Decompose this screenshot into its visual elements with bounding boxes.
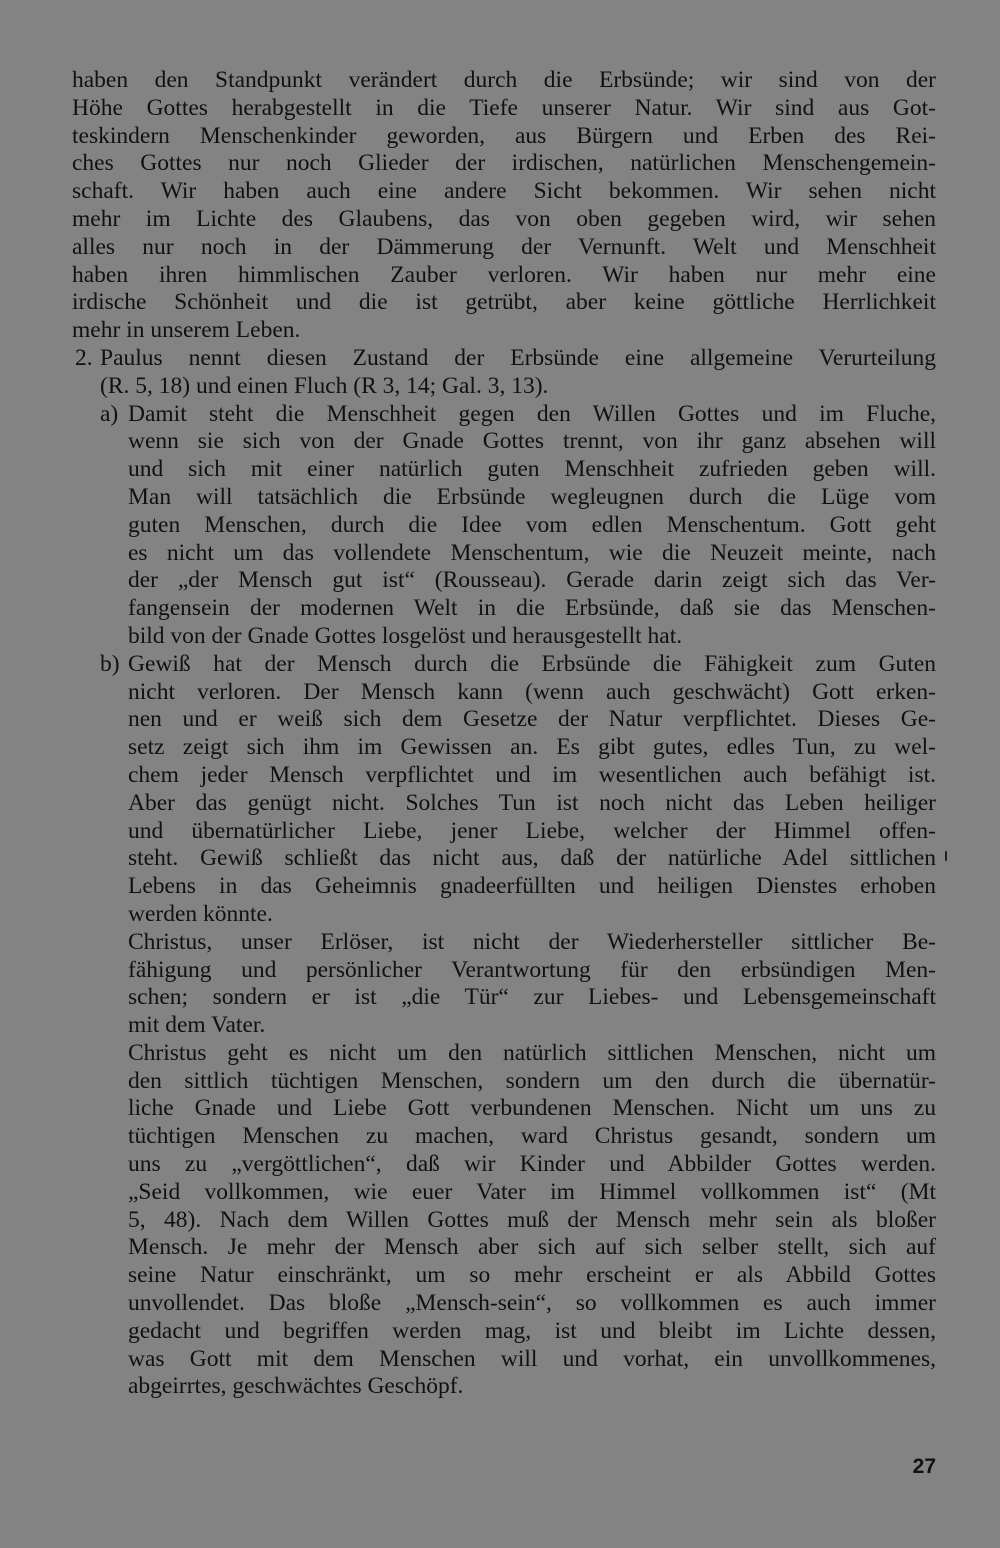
text-line: mehr in unserem Leben.	[72, 317, 301, 344]
text-line: haben den Standpunkt verändert durch die Erbsünde; wir sind von der	[72, 67, 936, 93]
text-line: teskindern Menschenkinder geworden, aus Bürgern und Erben des Rei-	[72, 122, 936, 149]
text-line: 5, 48). Nach dem Willen Gottes muß der Mensch mehr sein als bloßer	[128, 1206, 936, 1233]
text-line: liche Gnade und Liebe Gott verbundenen Menschen. Nicht um uns zu	[128, 1095, 936, 1122]
text-line: mit dem Vater.	[128, 1012, 266, 1039]
text-line: gedacht und begriffen werden mag, ist und bleibt im Lichte dessen,	[128, 1317, 936, 1344]
text-line: was Gott mit dem Menschen will und vorhat, ein unvollkommenes,	[128, 1345, 936, 1372]
text-line: ches Gottes nur noch Glieder der irdischen, natürlichen Menschengemein-	[72, 150, 936, 177]
text-line: Gewiß hat der Mensch durch die Erbsünde die Fähigkeit zum Guten	[128, 650, 936, 677]
text-line: irdische Schönheit und die ist getrübt, aber keine göttliche Herrlichkeit	[72, 289, 936, 316]
text-line: nicht verloren. Der Mensch kann (wenn auch geschwächt) Gott erken-	[128, 678, 936, 705]
text-line: es nicht um das vollendete Menschentum, wie die Neuzeit meinte, nach	[128, 539, 936, 566]
text-line: Damit steht die Menschheit gegen den Willen Gottes und im Fluche,	[128, 400, 936, 427]
text-line: seine Natur einschränkt, um so mehr erscheint er als Abbild Gottes	[128, 1262, 936, 1289]
text-line: nen und er weiß sich dem Gesetze der Natur verpflichtet. Dieses Ge-	[128, 706, 936, 733]
text-line: Lebens in das Geheimnis gnadeerfüllten und heiligen Dienstes erhoben	[128, 873, 936, 900]
text-line: werden könnte.	[128, 900, 273, 927]
text-line: und sich mit einer natürlich guten Menschheit zufrieden geben will.	[128, 456, 936, 483]
intro-paragraph	[72, 67, 936, 345]
text-line: Paulus nennt diesen Zustand der Erbsünde eine allgemeine Verurteilung	[100, 344, 936, 371]
page-number: 27	[912, 1455, 936, 1478]
point-2b	[100, 650, 936, 1402]
text-line: tüchtigen Menschen zu machen, ward Christus gesandt, sondern um	[128, 1123, 936, 1150]
text-line: schaft. Wir haben auch eine andere Sicht bekommen. Wir sehen nicht	[72, 178, 936, 205]
text-line: alles nur noch in der Dämmerung der Vernunft. Welt und Menschheit	[72, 233, 936, 260]
text-line: setz zeigt sich ihm im Gewissen an. Es gibt gutes, edles Tun, zu wel-	[128, 734, 936, 761]
text-line: den sittlich tüchtigen Menschen, sondern um den durch die übernatür-	[128, 1067, 936, 1094]
text-line: schen; sondern er ist „die Tür“ zur Liebes- und Lebensgemeinschaft	[128, 984, 936, 1011]
text-line: unvollendet. Das bloße „Mensch-sein“, so vollkommen es auch immer	[128, 1290, 936, 1317]
list-marker: b)	[100, 650, 120, 677]
text-line: Christus geht es nicht um den natürlich sittlichen Menschen, nicht um	[128, 1039, 936, 1066]
text-line: chem jeder Mensch verpflichtet und im wesentlichen auch befähigt ist.	[128, 761, 936, 788]
text-line: Höhe Gottes herabgestellt in die Tiefe unserer Natur. Wir sind aus Got-	[72, 94, 936, 121]
point-2	[75, 344, 936, 1401]
text-line: Christus, unser Erlöser, ist nicht der Wiederhersteller sittlicher Be-	[128, 928, 936, 955]
text-line: guten Menschen, durch die Idee vom edlen Menschentum. Gott geht	[128, 511, 936, 538]
text-line: wenn sie sich von der Gnade Gottes trennt, von ihr ganz absehen will	[128, 428, 936, 455]
print-speck	[945, 851, 947, 861]
text-line: fähigung und persönlicher Verantwortung für den erbsündigen Men-	[128, 956, 936, 983]
list-marker: 2.	[75, 344, 93, 371]
text-line: der „der Mensch gut ist“ (Rousseau). Gerade darin zeigt sich das Ver-	[128, 567, 936, 594]
text-line: fangensein der modernen Welt in die Erbsünde, daß sie das Menschen-	[128, 595, 936, 622]
text-line: und übernatürlicher Liebe, jener Liebe, welcher der Himmel offen-	[128, 817, 936, 844]
text-line: Mensch. Je mehr der Mensch aber sich auf sich selber stellt, sich auf	[128, 1234, 936, 1261]
list-marker: a)	[100, 400, 119, 427]
body-text	[72, 67, 936, 1401]
text-line: bild von der Gnade Gottes losgelöst und herausgestellt hat.	[128, 622, 683, 649]
text-line: (R. 5, 18) und einen Fluch (R 3, 14; Gal. 3, 13).	[100, 372, 549, 399]
text-line: uns zu „vergöttlichen“, daß wir Kinder und Abbilder Gottes werden.	[128, 1151, 936, 1178]
text-line: steht. Gewiß schließt das nicht aus, daß der natürliche Adel sittlichen	[128, 845, 936, 872]
point-2a	[100, 400, 936, 651]
text-line: abgeirrtes, geschwächtes Geschöpf.	[128, 1373, 464, 1400]
text-line: Man will tatsächlich die Erbsünde wegleugnen durch die Lüge vom	[128, 483, 936, 510]
text-line: haben ihren himmlischen Zauber verloren. Wir haben nur mehr eine	[72, 261, 936, 288]
text-line: „Seid vollkommen, wie euer Vater im Himmel vollkommen ist“ (Mt	[128, 1178, 936, 1205]
text-line: Aber das genügt nicht. Solches Tun ist noch nicht das Leben heiliger	[128, 789, 936, 816]
text-line: mehr im Lichte des Glaubens, das von oben gegeben wird, wir sehen	[72, 205, 936, 232]
